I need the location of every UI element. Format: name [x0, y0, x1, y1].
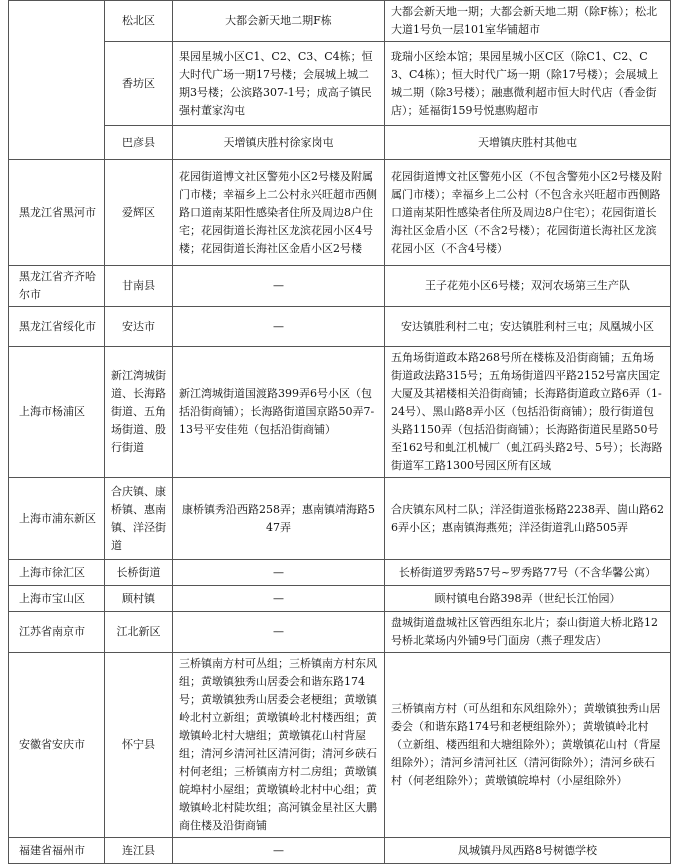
table-row [9, 126, 671, 160]
district-cell: 顾村镇 [105, 586, 173, 612]
district-cell: 新江湾城街道、长海路街道、五角场街道、殷行街道 [105, 347, 173, 478]
table-row [9, 160, 671, 266]
district-cell: 江北新区 [105, 612, 173, 653]
city-cell: 上海市宝山区 [9, 586, 105, 612]
mid-risk-cell: 天增镇庆胜村其他屯 [385, 126, 671, 160]
table-row [9, 586, 671, 612]
high-risk-cell: 三桥镇南方村可丛组；三桥镇南方村东风组；黄墩镇独秀山居委会和谐东路174号；黄墩镇独秀山居委会老梗组；黄墩镇岭北村立新组；黄墩镇岭北村楼西组；黄墩镇岭北村大塘组；黄墩镇花山村背屋组；清河乡清河社区清河街；清河乡硖石村何老组；三桥镇南方村二房组；黄墩镇皖埠村小屋组；黄墩镇岭北村中心组；黄墩镇岭北村陡坎组；高河镇金星社区大鹏商住楼及沿街商铺 [173, 653, 385, 838]
mid-risk-cell: 合庆镇东风村二队；洋泾街道张杨路2238弄、崮山路626弄小区；惠南镇海燕苑；洋泾街道乳山路505弄 [385, 478, 671, 560]
mid-risk-cell: 花园街道博文社区警苑小区（不包含警苑小区2号楼及附属门市楼）；幸福乡上二公村（不包含永兴旺超市西侧路口道南某阳性感染者住所及周边8户住宅）；花园街道长海社区金盾小区（不含2号楼）；花园街道长海社区龙滨花园小区（不含4号楼） [385, 160, 671, 266]
high-risk-cell: 大都会新天地二期F栋 [173, 1, 385, 42]
mid-risk-cell: 三桥镇南方村（可丛组和东风组除外）；黄墩镇独秀山居委会（和谐东路174号和老梗组除外）；黄墩镇岭北村（立新组、楼西组和大塘组除外）；黄墩镇花山村（背屋组除外）；清河乡清河社区（清河街除外）；清河乡硖石村（何老组除外）；黄墩镇皖埠村（小屋组除外） [385, 653, 671, 838]
mid-risk-cell: 盘城街道盘城社区管西组东北片；泰山街道大桥北路12号桥北菜场内外铺9号门面房（燕子理发店） [385, 612, 671, 653]
table-row [9, 478, 671, 560]
table-row [9, 560, 671, 586]
mid-risk-cell: 王子花苑小区6号楼；双河农场第三生产队 [385, 266, 671, 307]
city-cell: 黑龙江省齐齐哈尔市 [9, 266, 105, 307]
city-cell: 江苏省南京市 [9, 612, 105, 653]
city-cell: 黑龙江省黑河市 [9, 160, 105, 266]
high-risk-cell: — [173, 307, 385, 347]
table-row [9, 653, 671, 838]
district-cell: 巴彦县 [105, 126, 173, 160]
high-risk-cell: — [173, 586, 385, 612]
city-cell: 黑龙江省绥化市 [9, 307, 105, 347]
high-risk-cell: 花园街道博文社区警苑小区2号楼及附属门市楼；幸福乡上二公村永兴旺超市西侧路口道南某阳性感染者住所及周边8户住宅；花园街道长海社区龙滨花园小区4号楼；花园街道长海社区金盾小区2号楼 [173, 160, 385, 266]
high-risk-cell: 康桥镇秀沿西路258弄；惠南镇靖海路547弄 [173, 478, 385, 560]
table-row [9, 266, 671, 307]
table-row [9, 838, 671, 864]
district-cell: 香坊区 [105, 42, 173, 126]
city-cell [9, 1, 105, 160]
table-row [9, 347, 671, 478]
district-cell: 怀宁县 [105, 653, 173, 838]
table-row [9, 1, 671, 42]
table-row [9, 307, 671, 347]
risk-area-table [8, 0, 671, 864]
city-cell: 上海市杨浦区 [9, 347, 105, 478]
district-cell: 松北区 [105, 1, 173, 42]
mid-risk-cell: 五角场街道政本路268号所在楼栋及沿街商铺；五角场街道政法路315号；五角场街道四平路2152号富庆国定大厦及其裙楼相关沿街商铺；长海路街道政立路6弄（1-24号）、黑山路8弄小区（包括沿街商铺）；殷行街道包头路1150弄（包括沿街商铺）；长海路街道民星路50号至162号和虬江机械厂（虬江码头路2号、5号）；长海路街道军工路1300号园区所有区域 [385, 347, 671, 478]
high-risk-cell: — [173, 612, 385, 653]
district-cell: 合庆镇、康桥镇、惠南镇、洋泾街道 [105, 478, 173, 560]
mid-risk-cell: 珑瑞小区绘本馆；果园星城小区C区（除C1、C2、C3、C4栋）；恒大时代广场一期（除17号楼）；会展城上城二期（除3号楼）；融惠微利超市恒大时代店（香金街店）；延福街159号悦惠购超市 [385, 42, 671, 126]
mid-risk-cell: 大都会新天地一期；大都会新天地二期（除F栋）；松北大道1号负一层101室华铺超市 [385, 1, 671, 42]
high-risk-cell: 新江湾城街道国渡路399弄6号小区（包括沿街商铺）；长海路街道国京路50弄7-13号平安佳苑（包括沿街商铺） [173, 347, 385, 478]
city-cell: 上海市浦东新区 [9, 478, 105, 560]
city-cell: 安徽省安庆市 [9, 653, 105, 838]
high-risk-cell: — [173, 560, 385, 586]
mid-risk-cell: 凤城镇丹凤西路8号树德学校 [385, 838, 671, 864]
district-cell: 连江县 [105, 838, 173, 864]
high-risk-cell: 天增镇庆胜村徐家岗屯 [173, 126, 385, 160]
mid-risk-cell: 安达镇胜利村二屯；安达镇胜利村三屯；凤凰城小区 [385, 307, 671, 347]
high-risk-cell: — [173, 266, 385, 307]
mid-risk-cell: 顾村镇电台路398弄（世纪长江怡园） [385, 586, 671, 612]
table-row [9, 612, 671, 653]
district-cell: 爱辉区 [105, 160, 173, 266]
city-cell: 上海市徐汇区 [9, 560, 105, 586]
city-cell: 福建省福州市 [9, 838, 105, 864]
high-risk-cell: 果园星城小区C1、C2、C3、C4栋；恒大时代广场一期17号楼；会展城上城二期3号楼；公滨路307-1号；成高子镇民强村董家沟屯 [173, 42, 385, 126]
mid-risk-cell: 长桥街道罗秀路57号~罗秀路77号（不含华馨公寓） [385, 560, 671, 586]
district-cell: 甘南县 [105, 266, 173, 307]
high-risk-cell: — [173, 838, 385, 864]
district-cell: 长桥街道 [105, 560, 173, 586]
table-row [9, 42, 671, 126]
district-cell: 安达市 [105, 307, 173, 347]
